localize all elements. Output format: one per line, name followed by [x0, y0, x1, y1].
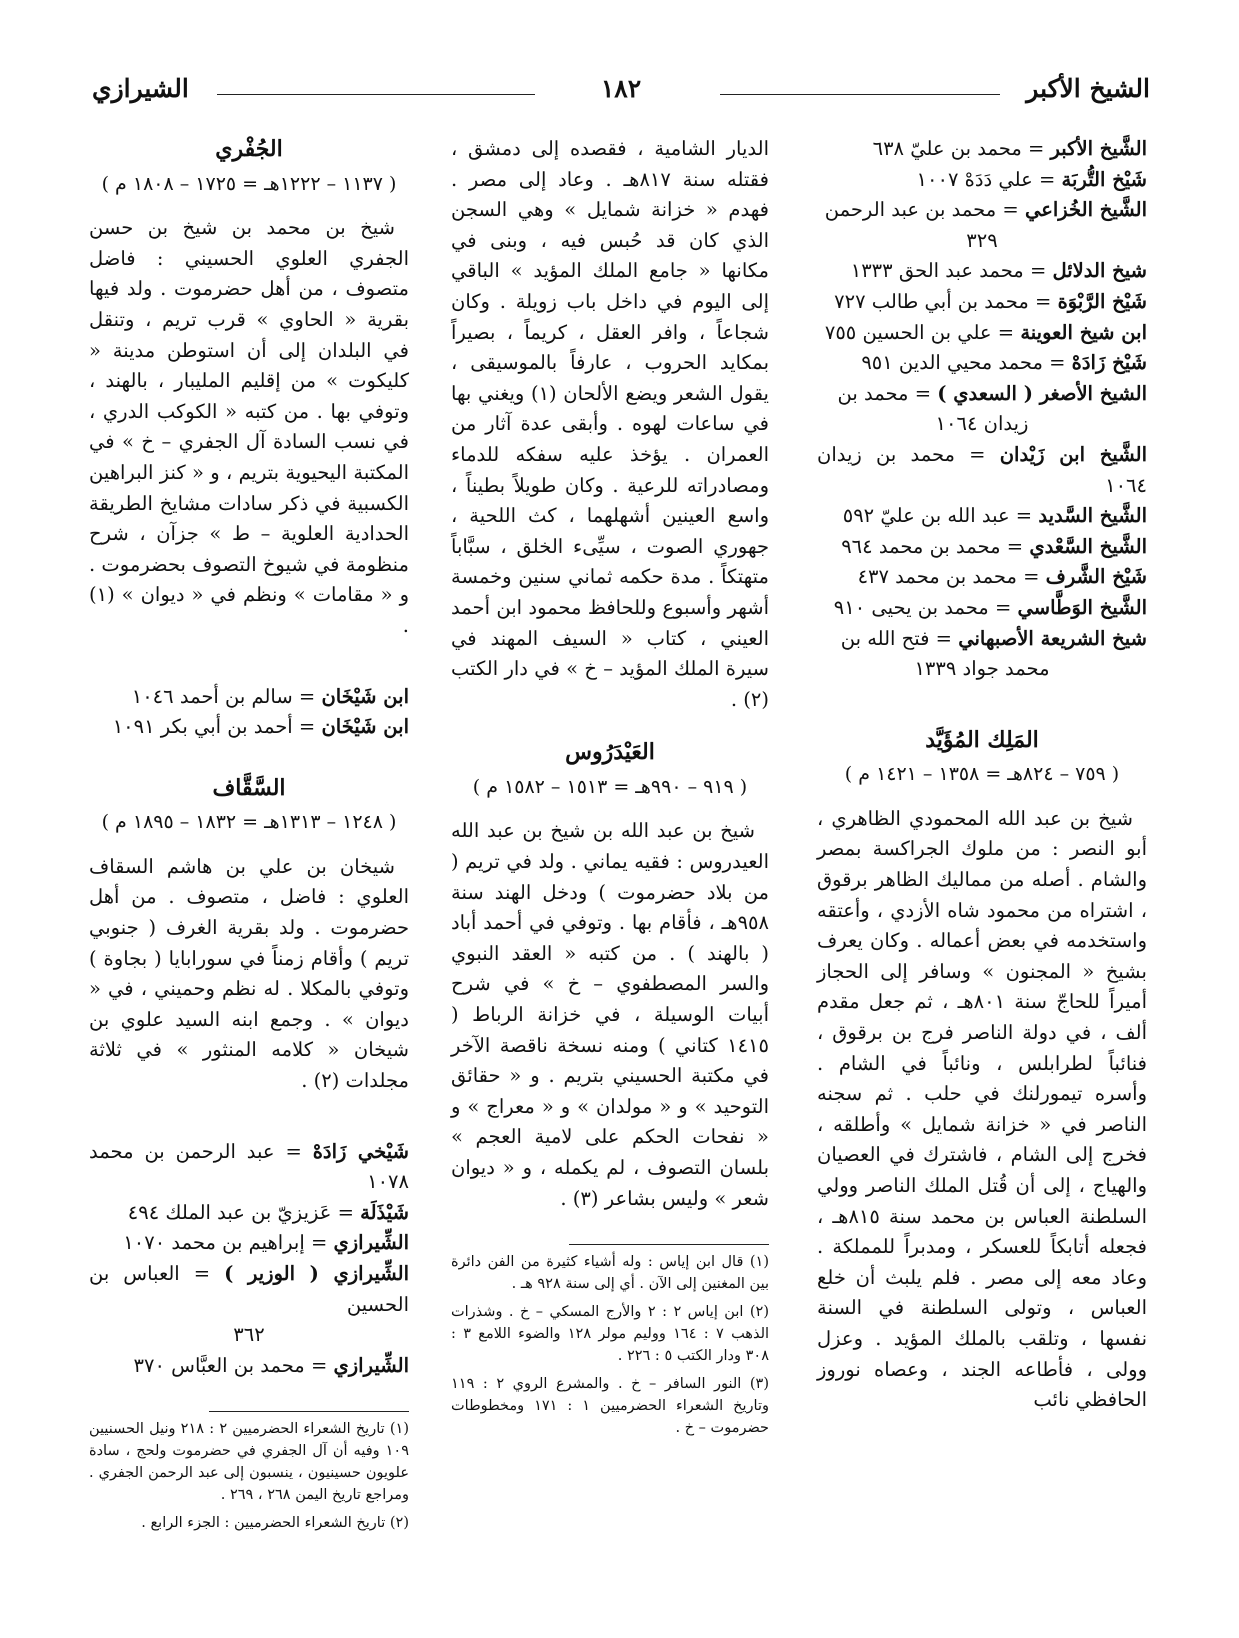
entry-text: شيخان بن علي بن هاشم السقاف العلوي : فاضل ، متصوف . من أهل حضرموت . ولد بقرية الغرف ( جنوبي تريم ) وأقام زمناً في سورابايا ( بجاوة ) وتوفي بالمكلا . له نظم وحميني ، في « ديوان » . وجمع ابنه السيد علوي بن شيخان « كلامه المنثور » في ثلاثة مجلدات (٢) . [89, 854, 409, 1093]
index-entry: الشَّيخ الأكبر = محمد بن عليّ ٦٣٨ [872, 137, 1147, 160]
spacer [89, 1111, 409, 1137]
entry-title: العَيْدَرُوس [565, 739, 655, 766]
entry-dates: ( ١١٣٧ – ١٢٢٢هـ = ١٧٢٥ – ١٨٠٨ م ) [101, 172, 397, 195]
index-entry: شَيْخ الشَّرف = محمد بن محمد ٤٣٧ [857, 565, 1147, 589]
entry-text: شيخ بن عبد الله بن شيخ بن عبد الله العيدروس : فقيه يماني . ولد في تريم ( من بلاد حضرموت ) ودخل الهند سنة ٩٥٨هـ ، فأقام بها . وتوفي في أحمد أباد ( بالهند ) . من كتبه « العقد النبوي والسر المصطفوي – خ » في شرح أبيات الوسيلة ، في خزانة الرباط ( ١٤١٥ كتاني ) ومنه نسخة ناقصة الآخر في مكتبة الحسيني بتريم . و « حقائق التوحيد » و « مولدان » و « معراج » و « نفحات الحكم على لامية العجم » بلسان التصوف ، لم يكمله ، و « ديوان شعر » وليس بشاعر (٣) . [451, 819, 769, 1210]
entry-title: المَلِك المُؤَيَّد [925, 726, 1039, 753]
entry-text: شيخ بن عبد الله المحمودي الظاهري ، أبو النصر : من ملوك الجراكسة بمصر والشام . أصله من مماليك الظاهر برقوق ، اشتراه من محمود شاه الأزدي ، وأعتقه واستخدمه في بعض أعماله . وكان يعرف بشيخ « المجنون » وسافر إلى الحجاز أميراً للحاجّ سنة ٨٠١هـ ، ثم جعل مقدم ألف ، في دولة الناصر فرج بن برقوق ، فنائباً لطرابلس ، ونائباً في الشام . وأسره تيمورلنك في حلب . ثم سجنه الناصر في « خزانة شمايل » وأطلقه ، فخرج إلى الشام ، فاشترك في العصيان والهياج ، إلى أن قُتل الملك الناصر وولي السلطنة العباس بن محمد سنة ٨١٥هـ ، فجعله أتابكاً للعسكر ، ومدبراً للمملكة . وعاد معه إلى مصر . فلم يلبث أن خلع العباس ، وتولى السلطنة في السنة نفسها ، وتلقب بالملك المؤيد . وعزل وولى ، فأطاعه الجند ، وعصاه نوروز الحافظي نائب [817, 806, 1147, 1412]
footnote: (٢) ابن إياس ٢ : ٢ والأرج المسكي – خ . وشذرات الذهب ٧ : ١٦٤ ووليم مولر ١٢٨ والضوء اللامع ٣ : ٣٠٨ ودار الكتب ٥ : ٢٢٦ . [451, 1304, 770, 1365]
spacer [89, 656, 409, 682]
column-middle [451, 134, 769, 1445]
index-entry: الشِّيرازي = محمد بن العبَّاس ٣٧٠ [133, 1353, 409, 1377]
header-left-title: الشيرازي [92, 74, 189, 103]
index-entry: ابن شيخ العوينة = علي بن الحسين ٧٥٥ [824, 320, 1147, 344]
index-entry: شَيْخ زَادَهْ = محمد محيي الدين ٩٥١ [861, 351, 1147, 375]
footnote-rule [569, 1244, 769, 1245]
header-rule-left [217, 94, 535, 95]
column-left [89, 134, 409, 1540]
footnote: (٢) تاريخ الشعراء الحضرميين : الجزء الرابع . [141, 1515, 409, 1532]
entry-dates: ( ٩١٩ – ٩٩٠هـ = ١٥١٣ – ١٥٨٢ م ) [472, 775, 748, 798]
index-entry: شَيْخي زَادَهْ = عبد الرحمن بن محمد ١٠٧٨ [89, 1139, 409, 1194]
index-entry: الشَّيخ السَّعْدي = محمد بن محمد ٩٦٤ [841, 534, 1147, 558]
index-entry: ابن شَيْخَان = أحمد بن أبي بكر ١٠٩١ [112, 715, 409, 739]
entry-title: الجُفْري [215, 136, 283, 162]
entry-continuation: الديار الشامية ، فقصده إلى دمشق ، فقتله سنة ٨١٧هـ . وعاد إلى مصر . فهدم « خزانة شمايل » وهي السجن الذي كان قد حُبس فيه ، وبنى في مكانها « جامع الملك المؤيد » الباقي إلى اليوم في داخل باب زويلة . وكان شجاعاً ، وافر العقل ، كريماً ، بصيراً بمكايد الحروب ، عارفاً بالموسيقى ، يقول الشعر ويضع الألحان (١) ويغني بها في ساعات لهوه . وأبقى عدة آثار من العمران . يؤخذ عليه سفكه للدماء ومصادراته للرعية . وكان طويلاً بطيناً ، واسع العينين أشهلهما ، كث اللحية ، جهوري الصوت ، سيِّىء الخلق ، سبَّاباً متهتكاً . مدة حكمه ثماني سنين وخمسة أشهر وأسبوع وللحافظ محمود ابن أحمد العيني ، كتاب « السيف المهند في سيرة الملك المؤيد – خ » في دار الكتب (٢) . [451, 137, 769, 711]
index-entry: الشَّيخ ابن زَيْدان = محمد بن زيدان ١٠٦٤ [817, 442, 1148, 497]
index-entry: شَيْذَلَة = عَزيزيّ بن عبد الملك ٤٩٤ [127, 1200, 409, 1224]
footnote: (١) قال ابن إياس : وله أشياء كثيرة من الفن دائرة بين المغنين إلى الآن . أي إلى سنة ٩٢٨ هـ . [451, 1254, 769, 1293]
index-list [817, 134, 1147, 685]
entry-dates: ( ١٢٤٨ – ١٣١٣هـ = ١٨٣٢ – ١٨٩٥ م ) [101, 811, 397, 834]
header-rule-right [720, 94, 1000, 95]
index-entry: الشَّيخ السَّديد = عبد الله بن عليّ ٥٩٢ [842, 504, 1147, 528]
column-right [817, 134, 1147, 1430]
footnote-rule [209, 1411, 409, 1412]
index-entry: شيخ الشريعة الأصبهاني = فتح الله بن محمد جواد ١٣٣٩ [840, 626, 1147, 681]
entry-dates: ( ٧٥٩ – ٨٢٤هـ = ١٣٥٨ – ١٤٢١ م ) [844, 763, 1120, 786]
running-header [92, 74, 1150, 114]
index-entry: شَيْخ التُّربَة = علي دَدَهْ ١٠٠٧ [916, 167, 1147, 191]
entry-text: شيخ بن محمد بن شيخ بن حسن الجفري العلوي الحسيني : فاضل متصوف ، من أهل حضرموت . ولد فيها بقرية « الحاوي » قرب تريم ، وتنقل في البلدان إلى أن استوطن مدينة « كليكوت » من إقليم المليبار ، بالهند ، وتوفي بها . من كتبه « الكوكب الدري ، في نسب السادة آل الجفري – خ » في المكتبة اليحيوية بتريم ، و « كنز البراهين الكسبية في ذكر سادات مشايخ الطريقة الحدادية العلوية – ط » جزآن ، شرح منظومة في شيوخ التصوف بحضرموت . و « مقامات » ونظم في « ديوان » (١) . [89, 216, 409, 637]
index-entry: الشَّيخ الوَطَّاسي = محمد بن يحيى ٩١٠ [833, 595, 1147, 619]
index-entry: الشَّيخ الخُزاعي = محمد بن عبد الرحمن ٣٢٩ [824, 198, 1147, 252]
index-entry: الشِّيرازي = إبراهيم بن محمد ١٠٧٠ [123, 1231, 409, 1255]
entry-title: السَّقَّاف [212, 774, 286, 801]
index-entry: شيخ الدلائل = محمد عبد الحق ١٣٣٣ [850, 259, 1147, 283]
header-right-title: الشيخ الأكبر [1026, 74, 1150, 103]
index-entry: ابن شَيْخَان = سالم بن أحمد ١٠٤٦ [131, 684, 409, 708]
index-entry: الشيخ الأصغر ( السعدي ) = محمد بن زيدان ١٠٦٤ [837, 381, 1147, 436]
page-number: ١٨٢ [600, 74, 642, 103]
footnote: (٣) النور السافر – خ . والمشرع الروي ٢ : ١١٩ وتاريخ الشعراء الحضرميين ١ : ١٧١ ومخطوطات حضرموت – خ . [451, 1376, 770, 1437]
index-entry: الشِّيرازي ( الوزير ) = العباس بن الحسين ٣٦٢ [89, 1262, 409, 1347]
index-entry: شَيْخ الرَّبْوَة = محمد بن أبي طالب ٧٢٧ [834, 289, 1147, 313]
footnote: (١) تاريخ الشعراء الحضرميين ٢ : ٢١٨ ونيل الحسنيين ١٠٩ وفيه أن آل الجفري في حضرموت ولحج ، سادة علويون حسينيون ، ينسبون إلى عبد الرحمن الجفري . ومراجع تاريخ اليمن ٢٦٨ ، ٢٦٩ . [89, 1421, 409, 1504]
